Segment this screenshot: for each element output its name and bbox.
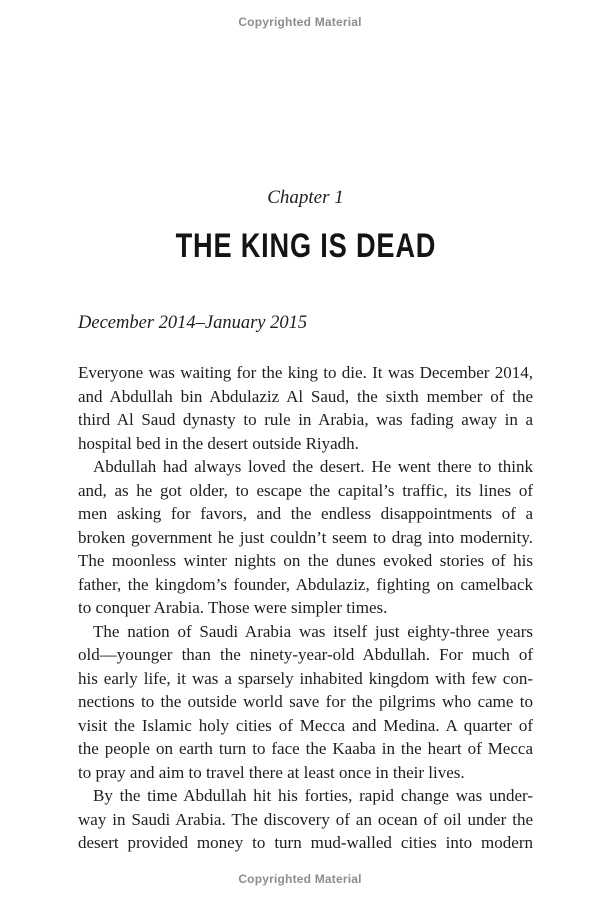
body-text	[78, 361, 533, 855]
text-line: Everyone was waiting for the king to die. It was December 2014,	[78, 363, 533, 382]
paragraph	[78, 620, 533, 785]
text-line: to conquer Arabia. Those were simpler times.	[78, 598, 388, 617]
text-line: desert provided money to turn mud-walled cities into modern	[78, 833, 533, 852]
text-line: way in Saudi Arabia. The discovery of an ocean of oil under the	[78, 809, 533, 829]
text-line: and, as he got older, to escape the capital’s traffic, its lines of	[78, 480, 533, 500]
text-line: the people on earth turn to face the Kaaba in the heart of Mecca	[78, 739, 533, 758]
chapter-label: Chapter 1	[267, 187, 344, 208]
chapter-title	[78, 227, 533, 266]
text-line: Abdullah had always loved the desert. He went there to think	[93, 457, 533, 476]
text-line: The moonless winter nights on the dunes evoked stories of his	[78, 551, 533, 570]
text-line: his early life, it was a sparsely inhabited kingdom with few con-	[78, 668, 533, 688]
text-line: The nation of Saudi Arabia was itself just eighty-three years	[93, 621, 533, 641]
text-line: father, the kingdom’s founder, Abdulaziz, fighting on camelback	[78, 574, 533, 594]
text-line: third Al Saud dynasty to rule in Arabia, was fading away in a	[78, 410, 533, 429]
text-line: old—younger than the ninety-year-old Abdullah. For much of	[78, 645, 533, 664]
text-line: By the time Abdullah hit his forties, rapid change was under-	[93, 786, 533, 805]
copyright-banner-bottom: Copyrighted Material	[238, 872, 362, 886]
text-line: men asking for favors, and the endless disappointments of a	[78, 504, 533, 523]
text-line: nections to the outside world save for the pilgrims who came to	[78, 692, 533, 711]
chapter-dateline: December 2014–January 2015	[78, 313, 308, 333]
text-line: visit the Islamic holy cities of Mecca and Medina. A quarter of	[78, 715, 533, 735]
text-line: and Abdullah bin Abdulaziz Al Saud, the sixth member of the	[78, 386, 533, 406]
text-line: to pray and aim to travel there at least once in their lives.	[78, 762, 465, 782]
chapter-title-text: THE KING IS DEAD	[175, 227, 436, 265]
paragraph	[78, 361, 533, 455]
copyright-banner-top: Copyrighted Material	[238, 15, 362, 29]
text-line: broken government he just couldn’t seem to drag into modernity.	[78, 527, 533, 547]
paragraph	[78, 784, 533, 855]
paragraph	[78, 455, 533, 620]
text-line: hospital bed in the desert outside Riyadh.	[78, 433, 359, 453]
